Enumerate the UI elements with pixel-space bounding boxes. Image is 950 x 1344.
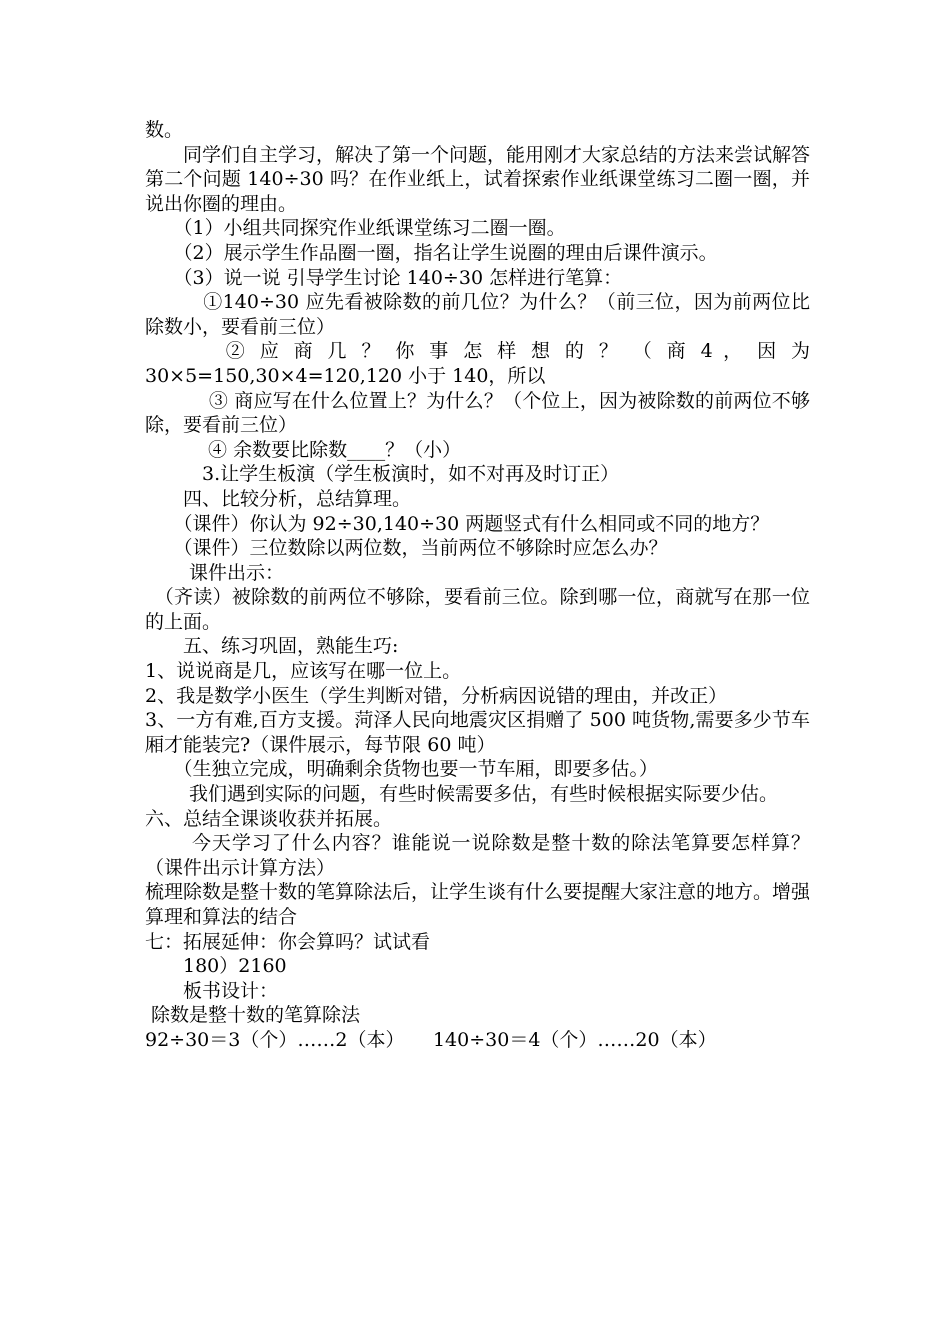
question-2-line-1: ② 应 商 几 ？ 你 事 怎 样 想 的 ？ （ 商 4 ， 因 为 xyxy=(145,340,810,363)
section-5-heading: 五、练习巩固，熟能生巧: xyxy=(145,635,399,658)
paragraph-self-study: 同学们自主学习，解决了第一个问题，能用刚才大家总结的方法来尝试解答第二个问题 140÷30 吗？在作业纸上，试着探索作业纸课堂练习二圈一圈，并说出你圈的理由。 xyxy=(145,143,811,215)
step-1: （1）小组共同探究作业纸课堂练习二圈一圈。 xyxy=(145,217,566,240)
read-aloud-rule: （齐读）被除数的前两位不够除，要看前三位。除到哪一位，商就写在那一位的上面。 xyxy=(145,586,810,633)
exercise-3: 3、一方有难,百方支援。菏泽人民向地震灾区捐赠了 500 吨货物,需要多少节车厢才能装完?（课件展示，每节限 60 吨） xyxy=(145,709,810,756)
section-4-heading: 四、比较分析，总结算理。 xyxy=(145,487,412,510)
estimation-note: 我们遇到实际的问题，有些时候需要多估，有些时候根据实际要少估。 xyxy=(145,783,779,806)
courseware-question-2: （课件）三位数除以两位数，当前两位不够除时应怎么办？ xyxy=(145,537,668,560)
document-body xyxy=(145,118,810,1053)
exercise-3-note: （生独立完成，明确剩余货物也要一节车厢，即要多估。） xyxy=(145,758,659,781)
section-6-heading: 六、总结全课谈收获并拓展。 xyxy=(145,807,393,830)
question-2-line-2: 30×5=150,30×4=120,120 小于 140，所以 xyxy=(145,364,546,387)
text-line: 数。 xyxy=(145,119,184,141)
extension-problem: 180）2160 xyxy=(145,955,287,978)
exercise-2: 2、我是数学小医生（学生判断对错，分析病因说错的理由，并改正） xyxy=(145,684,728,707)
summary-review: 梳理除数是整十数的笔算除法后，让学生谈有什么要提醒大家注意的地方。增强算理和算法的结合 xyxy=(145,881,811,928)
board-design-title: 除数是整十数的笔算除法 xyxy=(145,1004,361,1027)
courseware-question-1: （课件）你认为 92÷30,140÷30 两题竖式有什么相同或不同的地方？ xyxy=(145,512,770,535)
section-7-heading: 七：拓展延伸：你会算吗？试试看 xyxy=(145,930,431,953)
question-3: ③ 商应写在什么位置上？为什么？（个位上，因为被除数的前两位不够除，要看前三位） xyxy=(145,389,810,437)
summary-question: 今天学习了什么内容？谁能说一说除数是整十数的除法笔算要怎样算？（课件出示计算方法） xyxy=(145,832,810,879)
exercise-1: 1、说说商是几，应该写在哪一位上。 xyxy=(145,660,462,683)
board-practice: 3.让学生板演（学生板演时，如不对再及时订正） xyxy=(145,463,620,486)
courseware-display: 课件出示： xyxy=(145,561,285,584)
step-2: （2）展示学生作品圈一圈，指名让学生说圈的理由后课件演示。 xyxy=(145,241,718,264)
board-design-equations: 92÷30＝3（个）……2（本） 140÷30＝4（个）……20（本） xyxy=(145,1028,717,1051)
question-1: ①140÷30 应先看被除数的前几位？为什么？（前三位，因为前两位比除数小，要看前三位） xyxy=(145,291,810,338)
board-design-heading: 板书设计： xyxy=(145,979,279,1002)
step-3: （3）说一说 引导学生讨论 140÷30 怎样进行笔算： xyxy=(145,266,623,289)
question-4: ④ 余数要比除数____？（小） xyxy=(145,438,462,461)
